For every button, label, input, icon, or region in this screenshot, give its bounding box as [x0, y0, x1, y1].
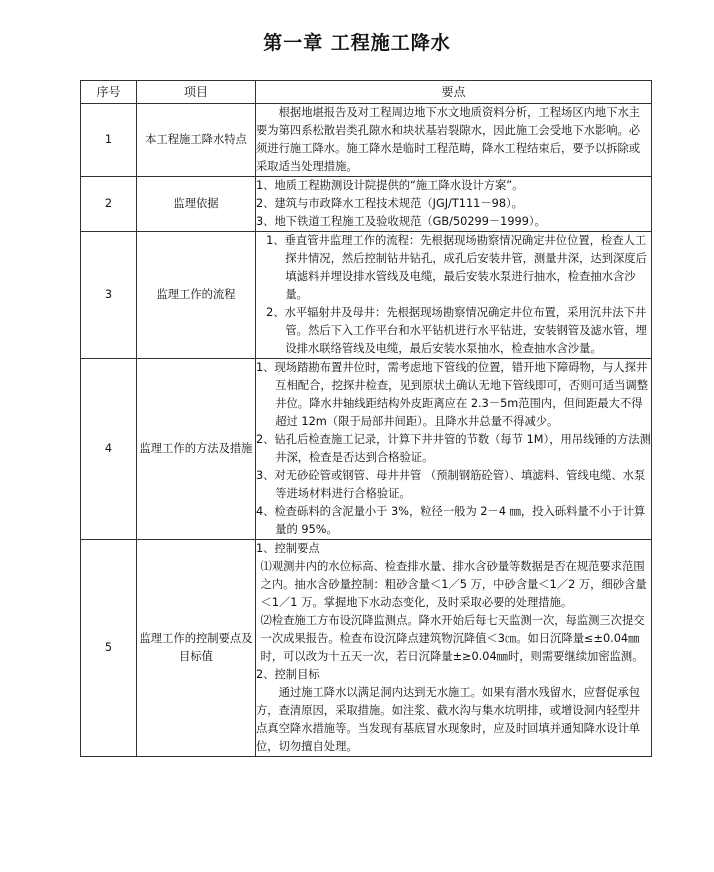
- row-number: 3: [81, 232, 137, 359]
- header-item: 项目: [137, 81, 256, 104]
- row-item: 监理工作的流程: [137, 232, 256, 359]
- point-text: 2、水平辐射井及母井：先根据现场勘察情况确定井位布置，采用沉井法下井管。然后下入工作平台和水平钻机进行水平钻进，安装钢管及滤水管，埋设排水联络管线及电缆，最后安装水泵抽水，检查抽水含沙量。: [266, 306, 647, 355]
- header-no: 序号: [81, 81, 137, 104]
- row-item: 监理依据: [137, 177, 256, 232]
- row-number: 2: [81, 177, 137, 232]
- row-points: [256, 104, 652, 177]
- row-item: 监理工作的方法及措施: [137, 359, 256, 540]
- table-row: [81, 359, 652, 540]
- point-text: 3、地下铁道工程施工及验收规范（GB/50299－1999）。: [256, 215, 546, 228]
- row-item: 监理工作的控制要点及目标值: [137, 540, 256, 757]
- table-row: [81, 104, 652, 177]
- row-points: [256, 540, 652, 757]
- point-text: 2、钻孔后检查施工记录，计算下井井管的节数（每节 1M），用吊线锤的方法测井深，检查是否达到合格验证。: [256, 433, 651, 464]
- point-text: 1、地质工程勘测设计院提供的“施工降水设计方案”。: [256, 179, 524, 192]
- point-text: 1、垂直管井监理工作的流程：先根据现场勘察情况确定井位位置，检查人工探井情况，然后控制钻井钻孔，成孔后安装井管，测量井深，达到深度后填滤料并埋设排水管线及电缆，最后安装水泵进行抽水，检查抽水含沙量。: [266, 234, 647, 301]
- page-title: 第一章 工程施工降水: [263, 32, 451, 54]
- point-text: 通过施工降水以满足洞内达到无水施工。如果有潜水残留水，应督促承包方，查清原因，采取措施。如注浆、截水沟与集水坑明排，或增设洞内轻型井点真空降水措施等。当发现有基底冒水现象时，应及时回填并通知降水设计单位，切勿擅自处理。: [256, 686, 641, 753]
- row-item: 本工程施工降水特点: [137, 104, 256, 177]
- table-row: [81, 177, 652, 232]
- row-number: 4: [81, 359, 137, 540]
- point-text: ⑵检查施工方布设沉降监测点。降水开始后每七天监测一次，每监测三次提交一次成果报告。检查布设沉降点建筑物沉降值＜3㎝。如日沉降量≤±0.04㎜时，可以改为十五天一次，若日沉降量±≥0.04㎜时，则需要继续加密监测。: [260, 614, 645, 663]
- point-text: 3、对无砂砼管或钢管、母井井管 （预制钢筋砼管）、填滤料、管线电缆、水泵等进场材料进行合格验证。: [256, 469, 646, 500]
- point-heading: 2、控制目标: [256, 668, 320, 681]
- requirements-table: [80, 80, 652, 757]
- point-text: ⑴观测井内的水位标高、检查排水量、排水含砂量等数据是否在规范要求范围之内。抽水含砂量控制：粗砂含量＜1／5 万，中砂含量＜1／2 万，细砂含量＜1／1 万。掌握地下水动态变化，及时采取必要的处理措施。: [260, 560, 647, 609]
- point-text: 2、建筑与市政降水工程技术规范（JGJ/T111－98）。: [256, 197, 523, 210]
- point-heading: 1、控制要点: [256, 542, 320, 555]
- row-number: 1: [81, 104, 137, 177]
- row-points: [256, 359, 652, 540]
- point-text: 根据地堪报告及对工程周边地下水文地质资料分析，工程场区内地下水主要为第四系松散岩类孔隙水和块状基岩裂隙水，因此施工会受地下水影响。必须进行施工降水。施工降水是临时工程范畴，降水工程结束后，要予以拆除或采取适当处理措施。: [256, 106, 641, 173]
- table-row: [81, 232, 652, 359]
- point-text: 4、检查砾料的含泥量小于 3%，粒径一般为 2－4 ㎜，投入砾料量不小于计算量的 95%。: [256, 505, 646, 536]
- table-row: [81, 540, 652, 757]
- row-points: [256, 232, 652, 359]
- row-points: [256, 177, 652, 232]
- header-points: 要点: [256, 81, 652, 104]
- table-header-row: [81, 81, 652, 104]
- point-text: 1、现场踏勘布置井位时，需考虑地下管线的位置，错开地下障碍物，与人探井互相配合，挖探井检查，见到原状土确认无地下管线即可，否则可适当调整井位。降水井轴线距结构外皮距离应在 2.3－5m范围内，但间距最大不得超过 12m（限于局部井间距）。且降水井总量不得减少。: [256, 361, 649, 428]
- row-number: 5: [81, 540, 137, 757]
